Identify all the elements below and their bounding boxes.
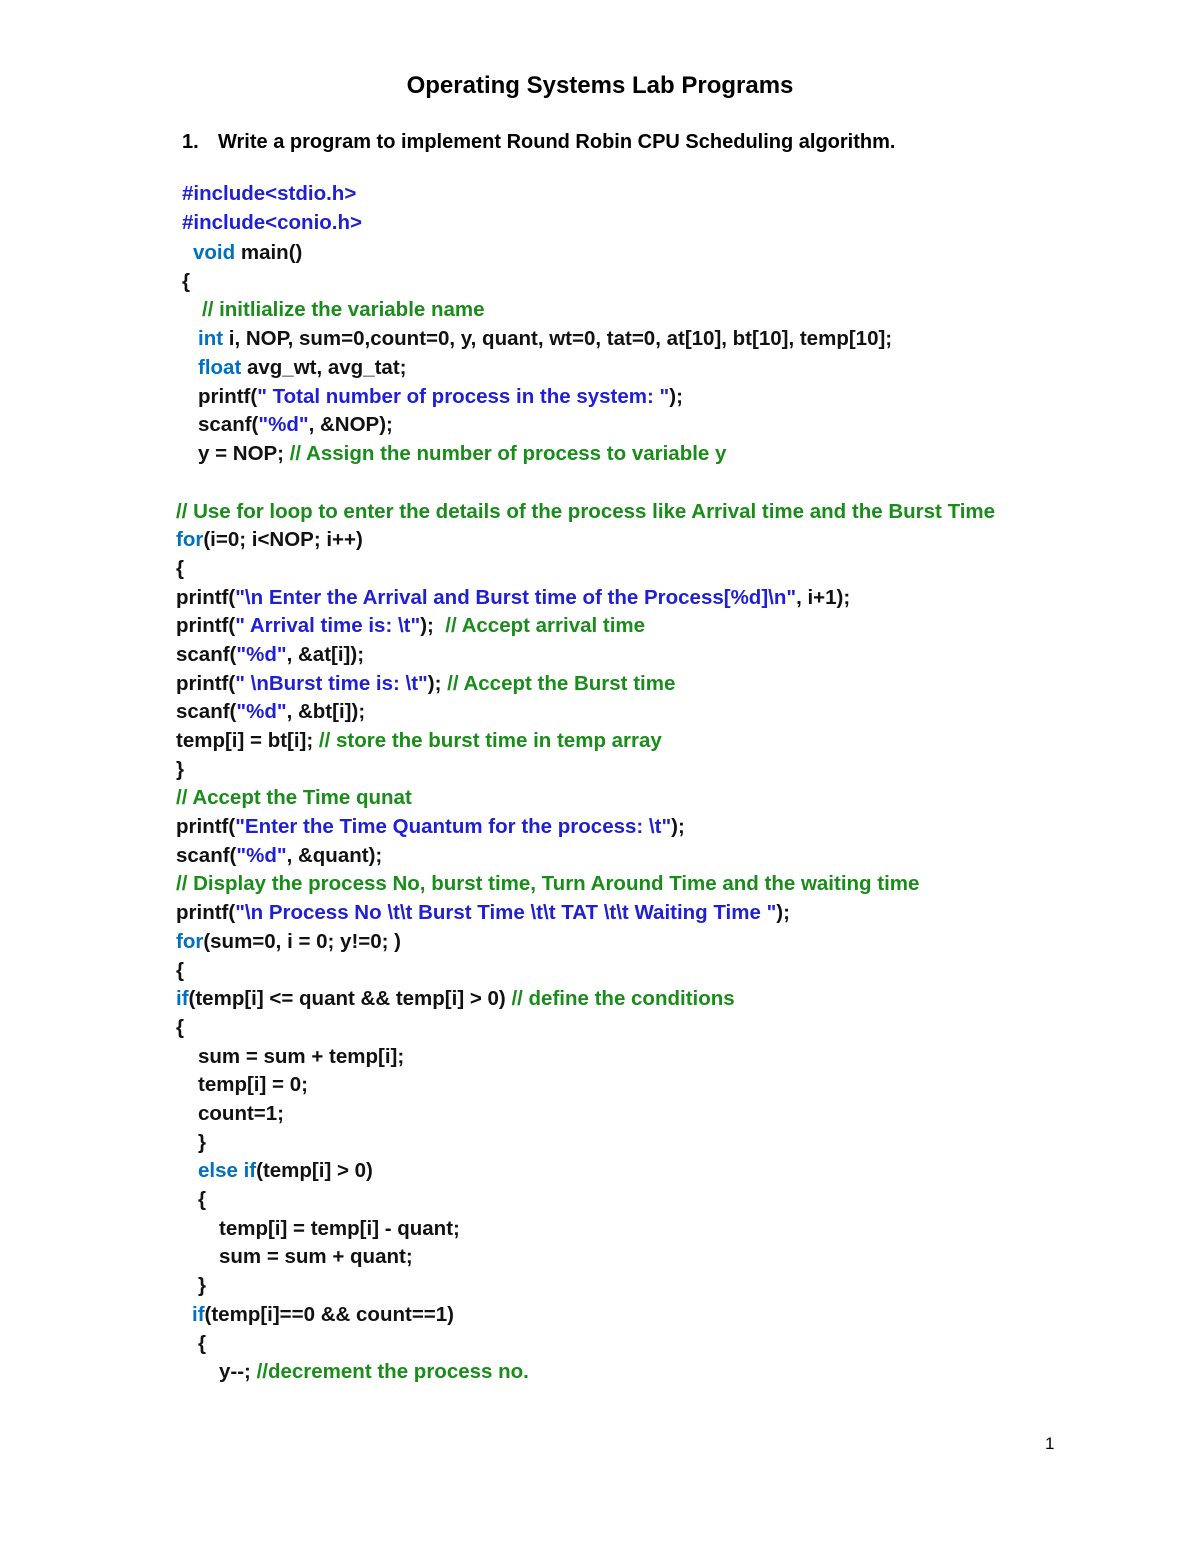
code-text: (temp[i] <= quant && temp[i] > 0) <box>188 987 512 1010</box>
code-comment: // store the burst time in temp array <box>318 729 662 752</box>
code-preprocessor: #include<conio.h> <box>182 211 362 234</box>
page-number: 1 <box>1045 1434 1055 1453</box>
code-line <box>198 354 406 382</box>
code-text: (temp[i]==0 && count==1) <box>204 1303 454 1326</box>
code-text: temp[i] = temp[i] - quant; <box>219 1217 460 1240</box>
code-line <box>176 555 184 583</box>
code-comment: // define the conditions <box>511 987 735 1010</box>
code-line <box>198 1129 206 1157</box>
code-text: printf( <box>176 614 236 637</box>
code-string: " \nBurst time is: \t" <box>235 672 428 695</box>
code-line <box>198 440 726 468</box>
code-line <box>176 641 364 669</box>
code-line <box>176 670 675 698</box>
code-line <box>192 1301 454 1329</box>
code-text: main() <box>235 241 303 264</box>
code-text: printf( <box>176 901 236 924</box>
code-text: { <box>198 1188 206 1211</box>
code-text: (i=0; i<NOP; i++) <box>203 528 363 551</box>
code-text: , &at[i]); <box>286 643 365 666</box>
code-text: avg_wt, avg_tat; <box>241 356 407 379</box>
code-line <box>198 411 393 439</box>
code-comment: // Accept arrival time <box>445 614 646 637</box>
code-text: printf( <box>176 815 236 838</box>
code-string: "Enter the Time Quantum for the process: \t" <box>235 815 672 838</box>
question-text: Write a program to implement Round Robin CPU Scheduling algorithm. <box>218 131 896 153</box>
code-text: } <box>176 758 184 781</box>
code-line <box>176 727 662 755</box>
code-line <box>176 842 382 870</box>
code-text: scanf( <box>176 700 237 723</box>
question-number: 1. <box>182 131 199 153</box>
code-line <box>176 612 645 640</box>
code-line <box>198 1186 206 1214</box>
code-comment: // Display the process No, burst time, Turn Around Time and the waiting time <box>176 872 920 895</box>
code-line <box>193 239 302 267</box>
code-string: "%d" <box>236 643 287 666</box>
code-line <box>198 1071 308 1099</box>
code-text: i, NOP, sum=0,count=0, y, quant, wt=0, tat=0, at[10], bt[10], temp[10]; <box>223 327 893 350</box>
code-line <box>176 957 184 985</box>
code-line <box>176 526 363 554</box>
code-text: y = NOP; <box>198 442 290 465</box>
code-keyword: if <box>192 1303 205 1326</box>
code-text: , &quant); <box>286 844 383 867</box>
code-text: y--; <box>219 1360 257 1383</box>
code-keyword: for <box>176 528 204 551</box>
code-text: , &bt[i]); <box>286 700 366 723</box>
code-line <box>176 1014 184 1042</box>
code-comment: // Use for loop to enter the details of the process like Arrival time and the Burst Time <box>176 500 996 523</box>
code-string: " Arrival time is: \t" <box>235 614 421 637</box>
code-keyword: void <box>193 241 236 264</box>
code-keyword: float <box>198 356 242 379</box>
code-string: "%d" <box>258 413 309 436</box>
code-text: count=1; <box>198 1102 284 1125</box>
code-text: printf( <box>176 586 236 609</box>
code-text: ); <box>776 901 790 924</box>
code-comment: // Accept the Time qunat <box>176 786 412 809</box>
code-line <box>202 296 485 324</box>
code-text: } <box>198 1131 206 1154</box>
code-keyword: if <box>176 987 189 1010</box>
code-string: " Total number of process in the system: " <box>257 385 670 408</box>
code-comment: // Assign the number of process to variable y <box>289 442 727 465</box>
code-text: printf( <box>198 385 258 408</box>
code-text: { <box>176 1016 184 1039</box>
code-line <box>219 1358 529 1386</box>
code-line <box>182 180 356 208</box>
code-comment: // Accept the Burst time <box>447 672 676 695</box>
code-line <box>198 1157 373 1185</box>
code-line <box>176 985 735 1013</box>
code-text: ); <box>427 672 448 695</box>
code-line <box>176 698 365 726</box>
code-text: ); <box>671 815 685 838</box>
code-line <box>176 584 850 612</box>
code-line <box>176 928 401 956</box>
code-text: scanf( <box>176 643 237 666</box>
code-line <box>198 383 683 411</box>
code-text: sum = sum + quant; <box>219 1245 413 1268</box>
code-line <box>198 325 892 353</box>
code-text: printf( <box>176 672 236 695</box>
code-line <box>198 1330 206 1358</box>
code-line <box>219 1215 460 1243</box>
code-text: , &NOP); <box>308 413 393 436</box>
code-keyword: for <box>176 930 204 953</box>
code-comment: //decrement the process no. <box>256 1360 529 1383</box>
code-line <box>176 756 184 784</box>
code-comment: // initlialize the variable name <box>202 298 485 321</box>
code-line <box>176 498 995 526</box>
code-string: "\n Process No \t\t Burst Time \t\t TAT \t\t Waiting Time " <box>235 901 777 924</box>
code-text: { <box>182 270 190 293</box>
question-heading <box>182 131 895 154</box>
code-text: , i+1); <box>796 586 851 609</box>
code-string: "\n Enter the Arrival and Burst time of the Process[%d]\n" <box>235 586 797 609</box>
code-line <box>198 1272 206 1300</box>
document-title: Operating Systems Lab Programs <box>406 72 794 99</box>
code-text: } <box>198 1274 206 1297</box>
code-text: { <box>198 1332 206 1355</box>
code-text: sum = sum + temp[i]; <box>198 1045 405 1068</box>
code-text: ); <box>669 385 683 408</box>
code-string: "%d" <box>236 700 287 723</box>
code-keyword: int <box>198 327 224 350</box>
code-text: temp[i] = bt[i]; <box>176 729 319 752</box>
code-line <box>198 1043 404 1071</box>
code-line <box>198 1100 284 1128</box>
code-line <box>176 813 685 841</box>
code-line <box>176 784 412 812</box>
code-preprocessor: #include<stdio.h> <box>182 182 357 205</box>
code-keyword: else if <box>198 1159 257 1182</box>
code-text: ); <box>420 614 446 637</box>
code-text: scanf( <box>198 413 259 436</box>
code-line <box>182 268 190 296</box>
code-text: { <box>176 557 184 580</box>
code-line <box>182 209 362 237</box>
code-line <box>176 899 790 927</box>
code-line <box>219 1243 413 1271</box>
code-text: temp[i] = 0; <box>198 1073 308 1096</box>
code-string: "%d" <box>236 844 287 867</box>
code-text: (sum=0, i = 0; y!=0; ) <box>203 930 402 953</box>
code-text: { <box>176 959 184 982</box>
code-text: scanf( <box>176 844 237 867</box>
code-line <box>176 870 919 898</box>
code-text: (temp[i] > 0) <box>256 1159 373 1182</box>
